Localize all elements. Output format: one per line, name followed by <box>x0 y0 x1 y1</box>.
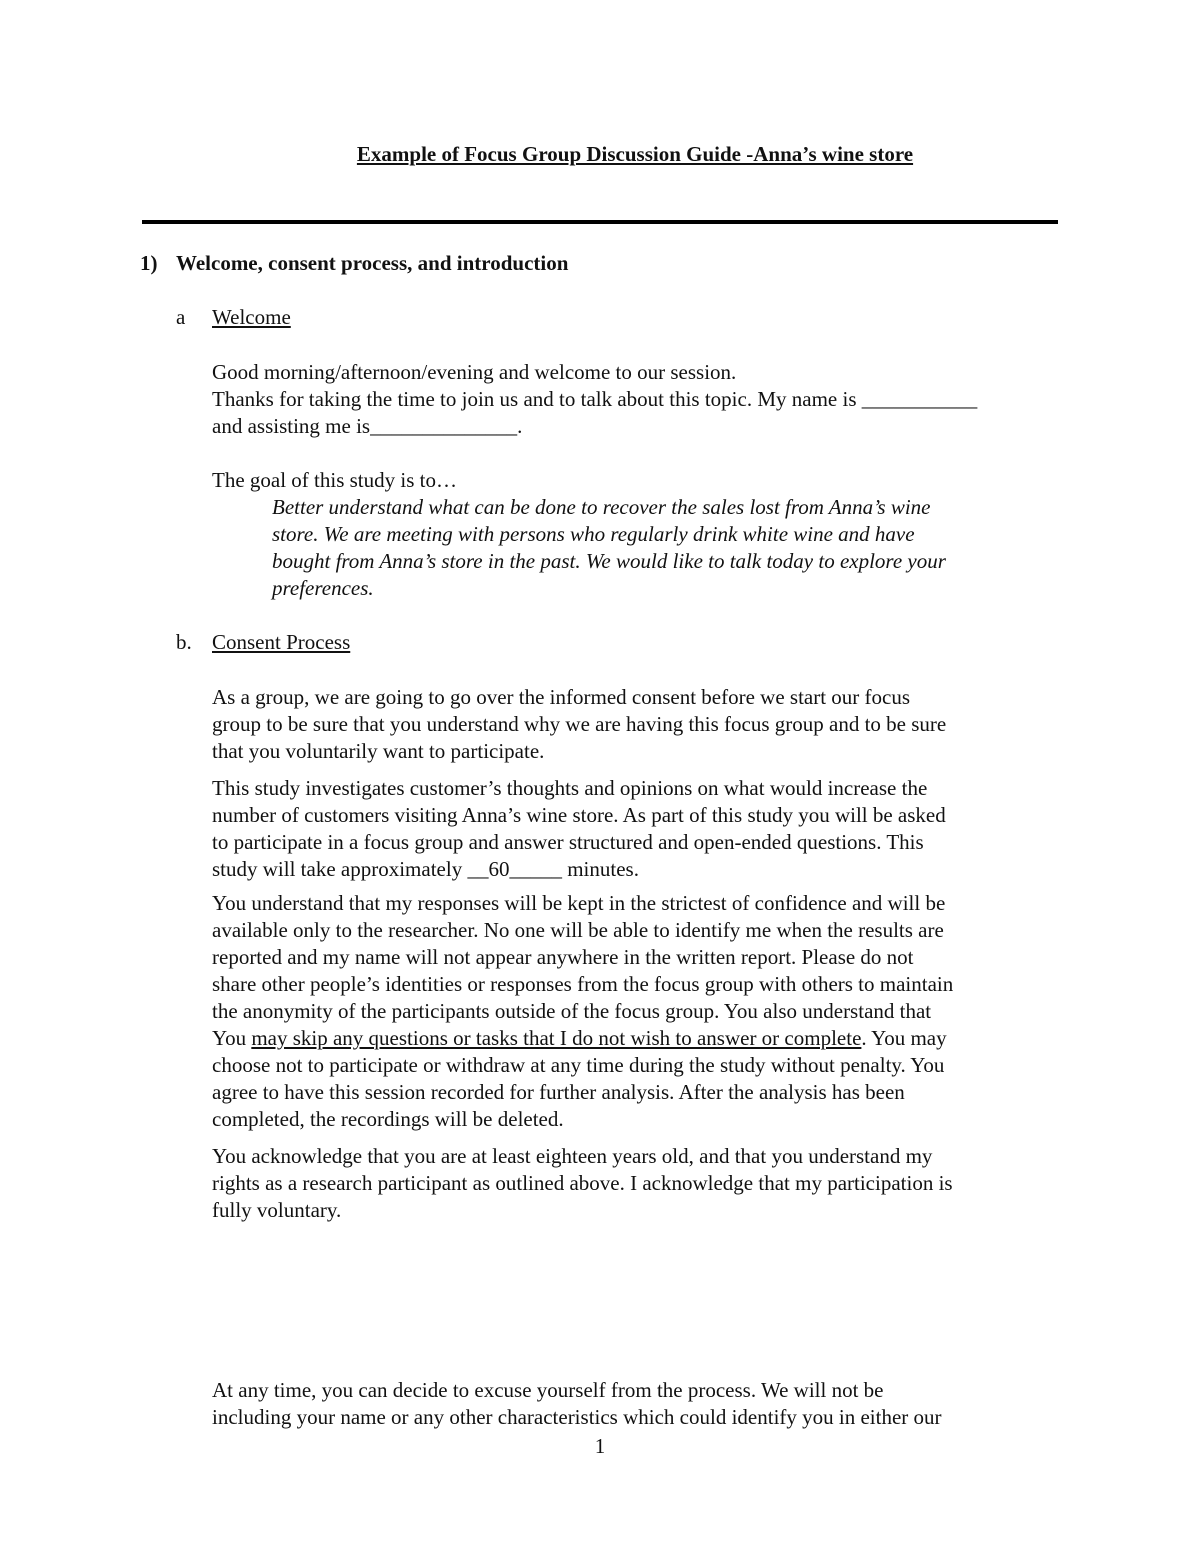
consent-paragraph-4 <box>212 1143 1062 1224</box>
subsection-letter-a: a <box>176 305 186 329</box>
text-line: Better understand what can be done to recover the sales lost from Anna’s wine <box>272 495 931 519</box>
text-segment: . You may <box>861 1026 947 1050</box>
text-line: As a group, we are going to go over the informed consent before we start our focus <box>212 685 911 709</box>
text-line: including your name or any other characteristics which could identify you in either our <box>212 1405 942 1429</box>
text-line: completed, the recordings will be deleted. <box>212 1107 564 1131</box>
text-line: rights as a research participant as outlined above. I acknowledge that my participation is <box>212 1171 953 1195</box>
text-line: bought from Anna’s store in the past. We would like to talk today to explore your <box>272 549 946 573</box>
subsection-heading-welcome: Welcome <box>212 305 291 329</box>
consent-paragraph-3 <box>212 890 1062 1133</box>
subsection-letter-b: b. <box>176 630 192 654</box>
text-line: You understand that my responses will be kept in the strictest of confidence and will be <box>212 891 946 915</box>
text-line: The goal of this study is to… <box>212 468 457 492</box>
text-line: to participate in a focus group and answer structured and open-ended questions. This <box>212 830 924 854</box>
underlined-text: may skip any questions or tasks that I do not wish to answer or complete <box>251 1026 862 1050</box>
text-line: Thanks for taking the time to join us and to talk about this topic. My name is ___________ <box>212 387 978 411</box>
consent-paragraph-2 <box>212 775 1062 883</box>
document-title: Example of Focus Group Discussion Guide -Anna’s wine store <box>356 142 914 166</box>
text-line: Good morning/afternoon/evening and welcome to our session. <box>212 360 737 384</box>
text-line: agree to have this session recorded for further analysis. After the analysis has been <box>212 1080 905 1104</box>
consent-paragraph-1 <box>212 684 1062 765</box>
goal-intro <box>212 467 1062 494</box>
subsection-heading-consent: Consent Process <box>212 630 351 654</box>
text-line: You acknowledge that you are at least eighteen years old, and that you understand my <box>212 1144 933 1168</box>
text-line-with-underline <box>212 1025 1062 1052</box>
text-line: fully voluntary. <box>212 1198 342 1222</box>
text-line: At any time, you can decide to excuse yourself from the process. We will not be <box>212 1378 884 1402</box>
text-line: store. We are meeting with persons who regularly drink white wine and have <box>272 522 915 546</box>
text-line: preferences. <box>272 576 374 600</box>
text-line: choose not to participate or withdraw at any time during the study without penalty. You <box>212 1053 945 1077</box>
text-segment: You <box>212 1026 252 1050</box>
page-number: 1 <box>594 1434 606 1458</box>
text-line: that you voluntarily want to participate. <box>212 739 545 763</box>
text-line: group to be sure that you understand why we are having this focus group and to be sure <box>212 712 947 736</box>
text-line: This study investigates customer’s thoughts and opinions on what would increase the <box>212 776 928 800</box>
horizontal-rule <box>142 220 1058 224</box>
text-line: available only to the researcher. No one will be able to identify me when the results are <box>212 918 944 942</box>
section-title: Welcome, consent process, and introduction <box>176 251 569 275</box>
welcome-paragraph <box>212 359 1062 440</box>
text-line: study will take approximately __60_____ minutes. <box>212 857 639 881</box>
text-line: share other people’s identities or responses from the focus group with others to maintain <box>212 972 954 996</box>
text-line: reported and my name will not appear anywhere in the written report. Please do not <box>212 945 914 969</box>
section-number: 1) <box>140 251 158 275</box>
consent-paragraph-5 <box>212 1377 1062 1431</box>
text-line: the anonymity of the participants outside of the focus group. You also understand that <box>212 999 932 1023</box>
text-line: number of customers visiting Anna’s wine store. As part of this study you will be asked <box>212 803 946 827</box>
text-line: and assisting me is______________. <box>212 414 523 438</box>
goal-statement <box>272 494 1062 602</box>
